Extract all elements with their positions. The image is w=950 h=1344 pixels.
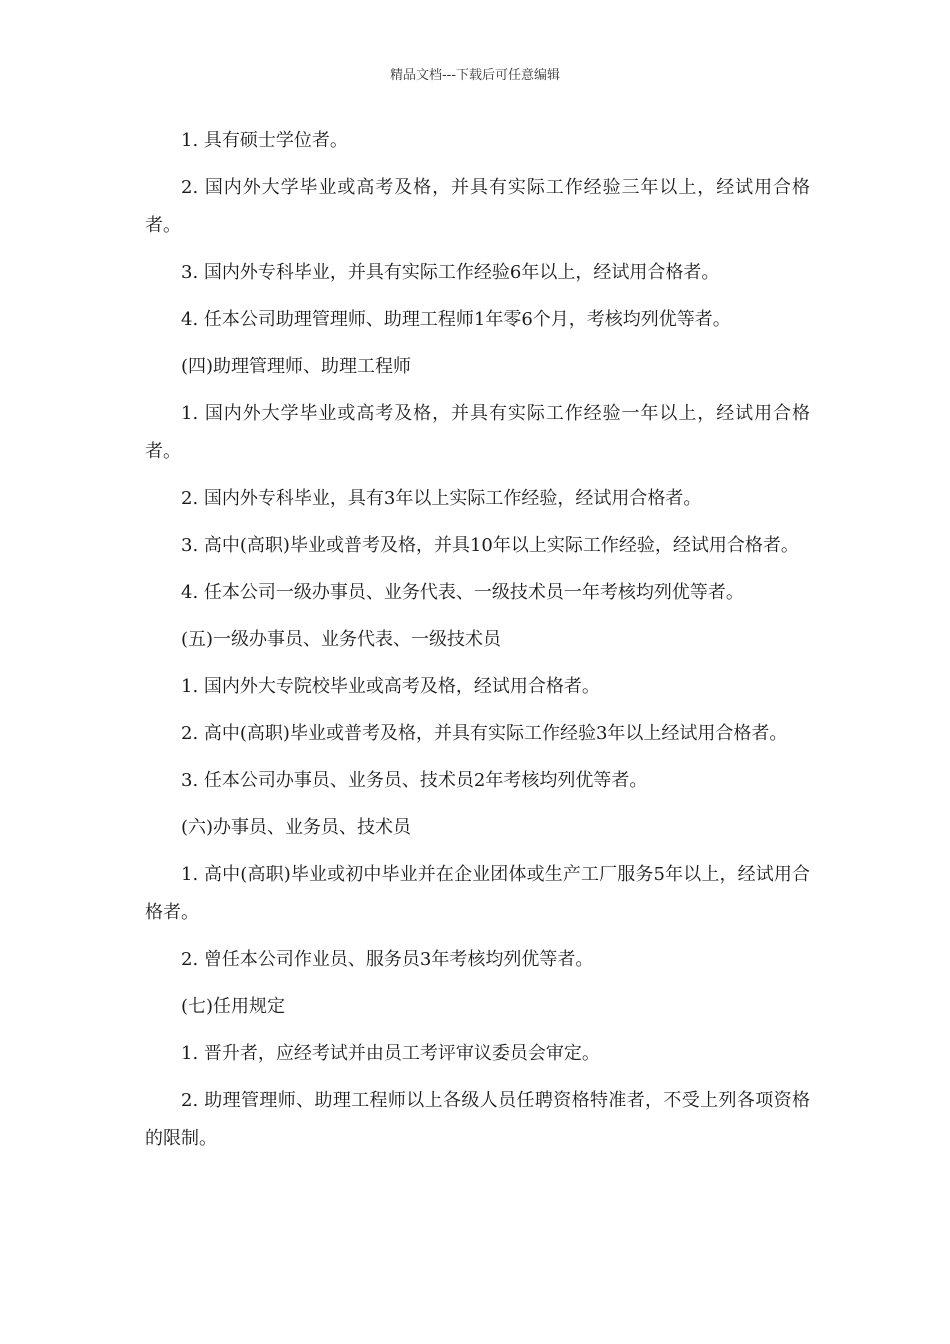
paragraph-item: 1. 具有硕士学位者。 (181, 130, 348, 151)
paragraph-item: 4. 任本公司助理管理师、助理工程师1年零6个月，考核均列优等者。 (181, 309, 731, 330)
section-heading: (六)办事员、业务员、技术员 (181, 817, 412, 838)
paragraph-item: 2. 国内外大学毕业或高考及格，并具有实际工作经验三年以上，经试用合格者。 (145, 177, 810, 236)
section-heading: (七)任用规定 (181, 996, 286, 1017)
paragraph-item: 2. 助理管理师、助理工程师以上各级人员任聘资格特准者，不受上列各项资格的限制。 (145, 1090, 810, 1149)
paragraph-item: 1. 国内外大专院校毕业或高考及格，经试用合格者。 (181, 676, 600, 697)
paragraph-item: 3. 任本公司办事员、业务员、技术员2年考核均列优等者。 (181, 770, 648, 791)
page-header: 精品文档---下载后可任意编辑 (389, 68, 561, 83)
paragraph-item: 4. 任本公司一级办事员、业务代表、一级技术员一年考核均列优等者。 (181, 582, 744, 603)
paragraph-item: 2. 高中(高职)毕业或普考及格，并具有实际工作经验3年以上经试用合格者。 (181, 723, 788, 744)
paragraph-item: 3. 高中(高职)毕业或普考及格，并具10年以上实际工作经验，经试用合格者。 (181, 535, 799, 556)
document-body (145, 122, 810, 1167)
paragraph-item: 1. 晋升者，应经考试并由员工考评审议委员会审定。 (181, 1043, 600, 1064)
paragraph-item: 1. 国内外大学毕业或高考及格，并具有实际工作经验一年以上，经试用合格者。 (145, 403, 810, 462)
paragraph-item: 3. 国内外专科毕业，并具有实际工作经验6年以上，经试用合格者。 (181, 262, 720, 283)
paragraph-item: 2. 曾任本公司作业员、服务员3年考核均列优等者。 (181, 949, 594, 970)
section-heading: (四)助理管理师、助理工程师 (181, 356, 412, 377)
paragraph-item: 1. 高中(高职)毕业或初中毕业并在企业团体或生产工厂服务5年以上，经试用合格者。 (145, 864, 810, 923)
section-heading: (五)一级办事员、业务代表、一级技术员 (181, 629, 502, 650)
paragraph-item: 2. 国内外专科毕业，具有3年以上实际工作经验，经试用合格者。 (181, 488, 702, 509)
